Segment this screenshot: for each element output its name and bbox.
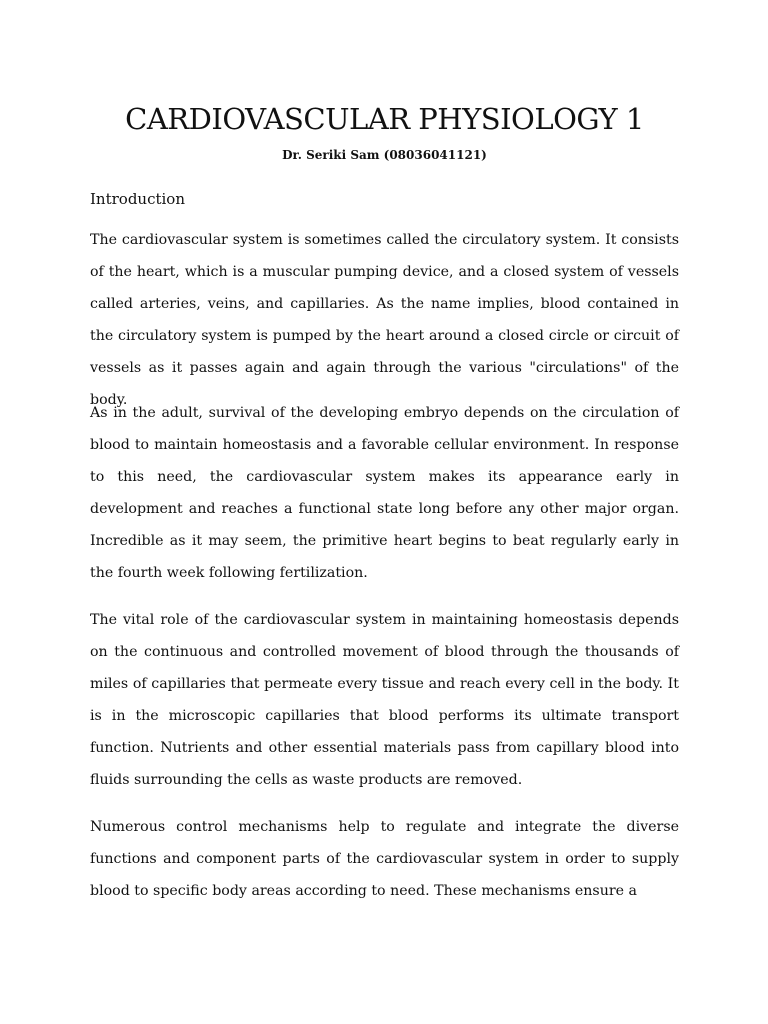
document-page [90,0,679,1024]
paragraph-2: As in the adult, survival of the developing embryo depends on the circulation of blood to maintain homeostasis and a favorable cellular environment. In response to this need, the cardiovascular system makes its appearance early in development and reaches a functional state long before any other major organ. Incredible as it may seem, the primitive heart begins to beat regularly early in the fourth week following fertilization. [90,405,679,581]
paragraph-4: Numerous control mechanisms help to regulate and integrate the diverse functions and component parts of the cardiovascular system in order to supply blood to specific body areas according to need. These mechanisms ensure a [90,819,679,899]
paragraph-3: The vital role of the cardiovascular system in maintaining homeostasis depends on the continuous and controlled movement of blood through the thousands of miles of capillaries that permeate every tissue and reach every cell in the body. It is in the microscopic capillaries that blood performs its ultimate transport function. Nutrients and other essential materials pass from capillary blood into fluids surrounding the cells as waste products are removed. [90,612,679,788]
author-line: Dr. Seriki Sam (08036041121) [282,148,487,162]
section-heading: Introduction [90,190,185,208]
document-title: CARDIOVASCULAR PHYSIOLOGY 1 [125,102,644,136]
paragraph-1: The cardiovascular system is sometimes called the circulatory system. It consists of the heart, which is a muscular pumping device, and a closed system of vessels called arteries, veins, and capillaries. As the name implies, blood contained in the circulatory system is pumped by the heart around a closed circle or circuit of vessels as it passes again and again through the various "circulations" of the body. [90,232,679,408]
